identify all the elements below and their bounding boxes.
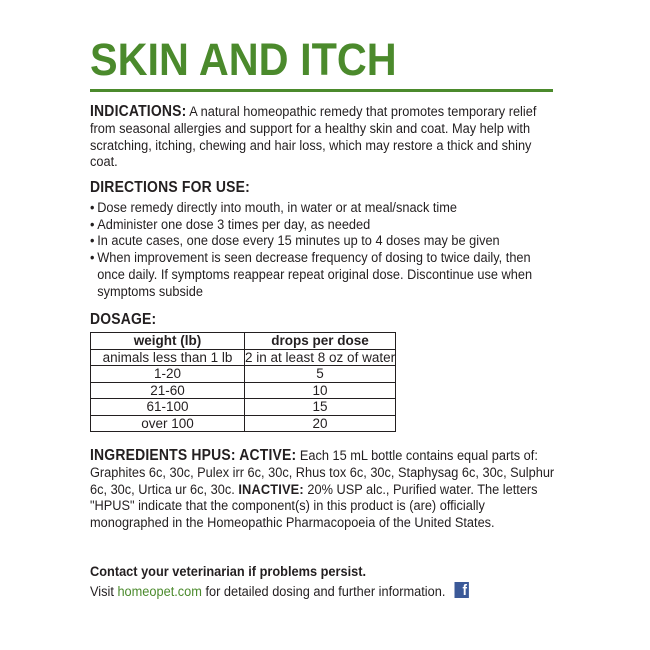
ingredients-heading: INGREDIENTS HPUS: <box>90 447 236 464</box>
table-cell: over 100 <box>91 415 245 432</box>
directions-heading: DIRECTIONS FOR USE: <box>90 179 250 196</box>
table-row <box>91 382 396 399</box>
facebook-icon[interactable]: f <box>454 582 468 598</box>
contact-section <box>90 564 560 601</box>
table-cell: 15 <box>245 399 396 416</box>
title-divider <box>90 89 553 92</box>
dosage-table <box>90 332 396 432</box>
label-panel <box>90 34 560 600</box>
visit-prefix: Visit <box>90 583 114 600</box>
hpus-note: The letters "HPUS" indicate that the component(s) in this product is (are) officially monographed in the Homeopathic Pharmacopoeia of the United States. <box>90 481 538 532</box>
dosage-heading: DOSAGE: <box>90 311 157 328</box>
table-row <box>91 399 396 416</box>
column-header-drops: drops per dose <box>245 333 396 350</box>
table-cell: 21-60 <box>91 382 245 399</box>
table-cell: 10 <box>245 382 396 399</box>
table-row <box>91 349 396 366</box>
indications-section <box>90 104 560 171</box>
table-cell: 61-100 <box>91 399 245 416</box>
list-item: • Administer one dose 3 times per day, as needed <box>90 216 371 233</box>
table-cell: 1-20 <box>91 366 245 383</box>
active-label: ACTIVE: <box>239 447 297 464</box>
ingredients-section <box>90 448 560 532</box>
inactive-label: INACTIVE: <box>238 481 304 498</box>
indications-text: A natural homeopathic remedy that promotes temporary relief from seasonal allergies and support for a healthy skin and coat. May help with scratching, itching, chewing and hair loss, which may restore a thick and shiny coat. <box>90 104 537 171</box>
list-item: • Dose remedy directly into mouth, in water or at meal/snack time <box>90 199 458 216</box>
inactive-ingredients-text: 20% USP alc., Purified water. <box>307 481 474 498</box>
directions-list <box>90 200 560 301</box>
list-item: • In acute cases, one dose every 15 minutes up to 4 doses may be given <box>90 233 500 250</box>
table-cell: animals less than 1 lb <box>91 349 245 366</box>
table-cell: 2 in at least 8 oz of water <box>245 349 396 365</box>
active-ingredients-text: Each 15 mL bottle contains equal parts of: Graphites 6c, 30c, Pulex irr 6c, 30c, Rhus tox 6c, 30c, Staphysag 6c, 30c, Sulphur 6c, 30c, Urtica ur 6c, 30c. <box>90 448 555 498</box>
table-cell: 5 <box>245 366 396 383</box>
product-title: SKIN AND ITCH <box>90 34 397 85</box>
table-row <box>91 366 396 383</box>
visit-suffix: for detailed dosing and further information. <box>205 583 446 600</box>
visit-line <box>90 582 560 601</box>
directions-section <box>90 180 560 301</box>
dosage-heading-wrap <box>90 312 560 329</box>
veterinarian-warning: Contact your veterinarian if problems persist. <box>90 564 367 580</box>
column-header-weight: weight (lb) <box>91 333 245 350</box>
table-row <box>91 415 396 432</box>
indications-heading: INDICATIONS: <box>90 103 187 120</box>
table-header-row <box>91 333 396 350</box>
table-cell: 20 <box>245 415 396 432</box>
website-link[interactable]: homeopet.com <box>117 583 202 600</box>
list-item: • When improvement is seen decrease frequency of dosing to twice daily, then once daily. If symptoms reappear repeat original dose. Discontinue use when symptoms subside <box>90 250 533 300</box>
